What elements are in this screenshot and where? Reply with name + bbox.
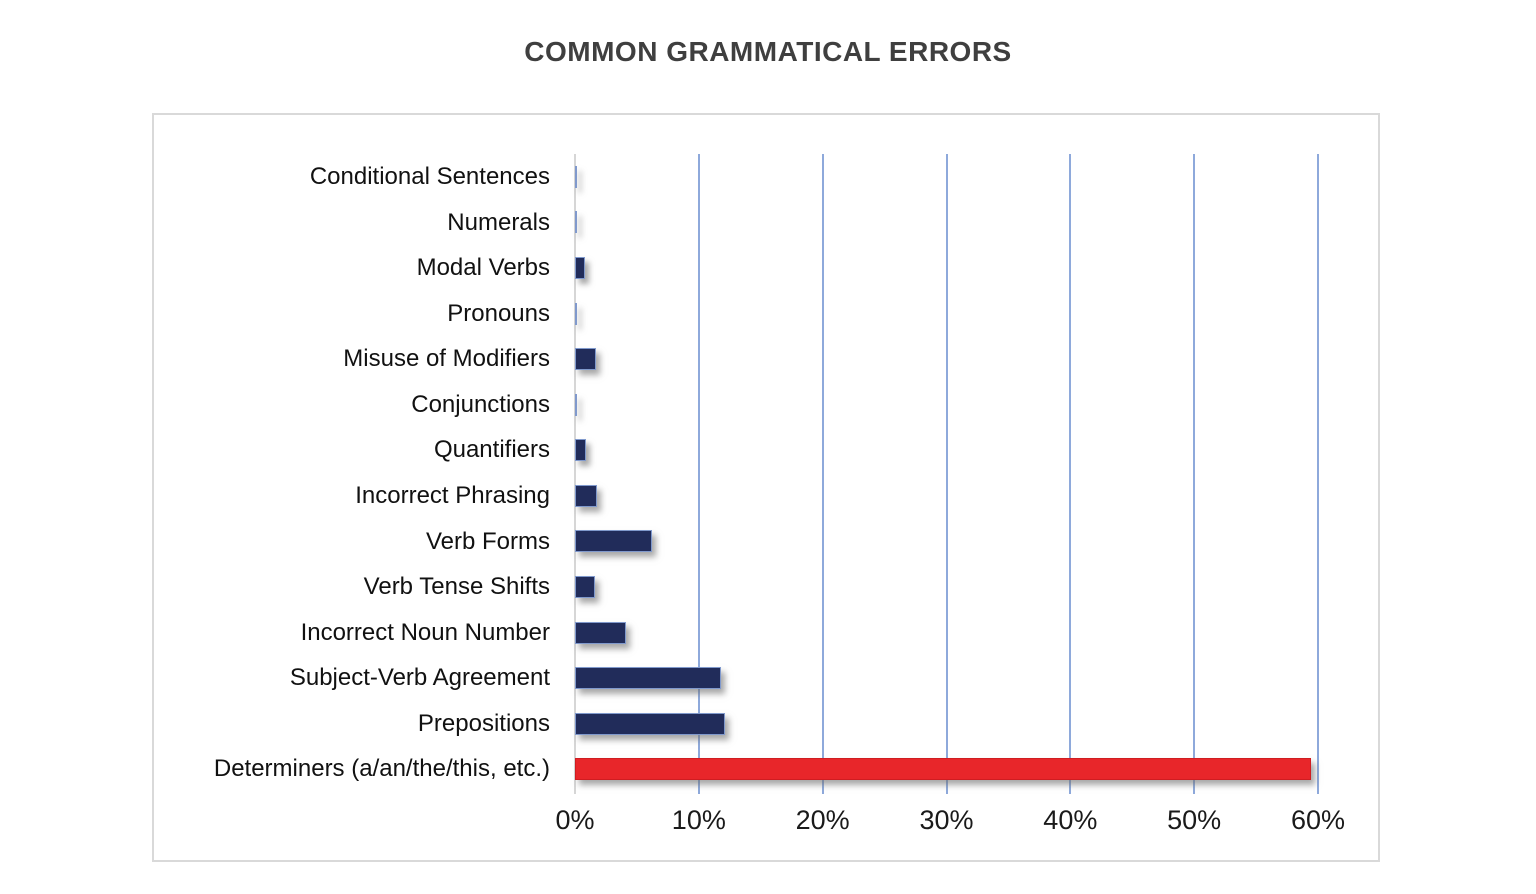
- category-label: Conjunctions: [411, 390, 550, 418]
- bar-highlighted: [575, 758, 1311, 780]
- vertical-gridline: [698, 154, 700, 794]
- bar: [575, 303, 577, 325]
- category-label: Verb Forms: [425, 527, 550, 555]
- category-label: Modal Verbs: [416, 254, 550, 282]
- category-label: Numerals: [447, 208, 550, 236]
- bar: [575, 530, 652, 552]
- bar: [575, 257, 585, 279]
- x-axis-tick-label: 50%: [1167, 805, 1222, 835]
- bar: [575, 439, 586, 461]
- x-axis-tick-label: 0%: [555, 805, 595, 835]
- vertical-gridline: [1193, 154, 1195, 794]
- category-label: Misuse of Modifiers: [343, 345, 550, 373]
- vertical-gridline: [822, 154, 824, 794]
- bar: [575, 394, 577, 416]
- category-label: Pronouns: [447, 299, 550, 327]
- category-label: Incorrect Phrasing: [355, 482, 550, 509]
- category-label: Quantifiers: [433, 436, 550, 464]
- bar: [575, 667, 721, 689]
- x-axis-tick-label: 60%: [1290, 805, 1346, 835]
- category-label: Incorrect Noun Number: [300, 618, 550, 646]
- category-label: Verb Tense Shifts: [363, 573, 550, 601]
- category-label: Subject-Verb Agreement: [289, 664, 550, 692]
- bar: [575, 622, 626, 644]
- vertical-gridline: [946, 154, 948, 794]
- bar: [575, 576, 595, 598]
- y-axis-line: [574, 154, 576, 794]
- bar: [575, 348, 596, 370]
- x-axis-tick-label: 10%: [671, 805, 726, 835]
- category-label: Determiners (a/an/the/this, etc.): [213, 755, 550, 783]
- bar: [575, 211, 577, 233]
- category-label: Conditional Sentences: [309, 163, 550, 190]
- chart-area: [152, 113, 1380, 862]
- bar: [575, 485, 597, 507]
- category-label: Prepositions: [417, 709, 550, 737]
- bar: [575, 166, 577, 188]
- x-axis-tick-label: 30%: [919, 805, 974, 835]
- x-axis-tick-label: 20%: [795, 805, 850, 835]
- vertical-gridline: [1069, 154, 1071, 794]
- chart-title: COMMON GRAMMATICAL ERRORS: [524, 36, 1012, 67]
- vertical-gridline: [1317, 154, 1319, 794]
- bar: [575, 713, 725, 735]
- x-axis-tick-label: 40%: [1043, 805, 1098, 835]
